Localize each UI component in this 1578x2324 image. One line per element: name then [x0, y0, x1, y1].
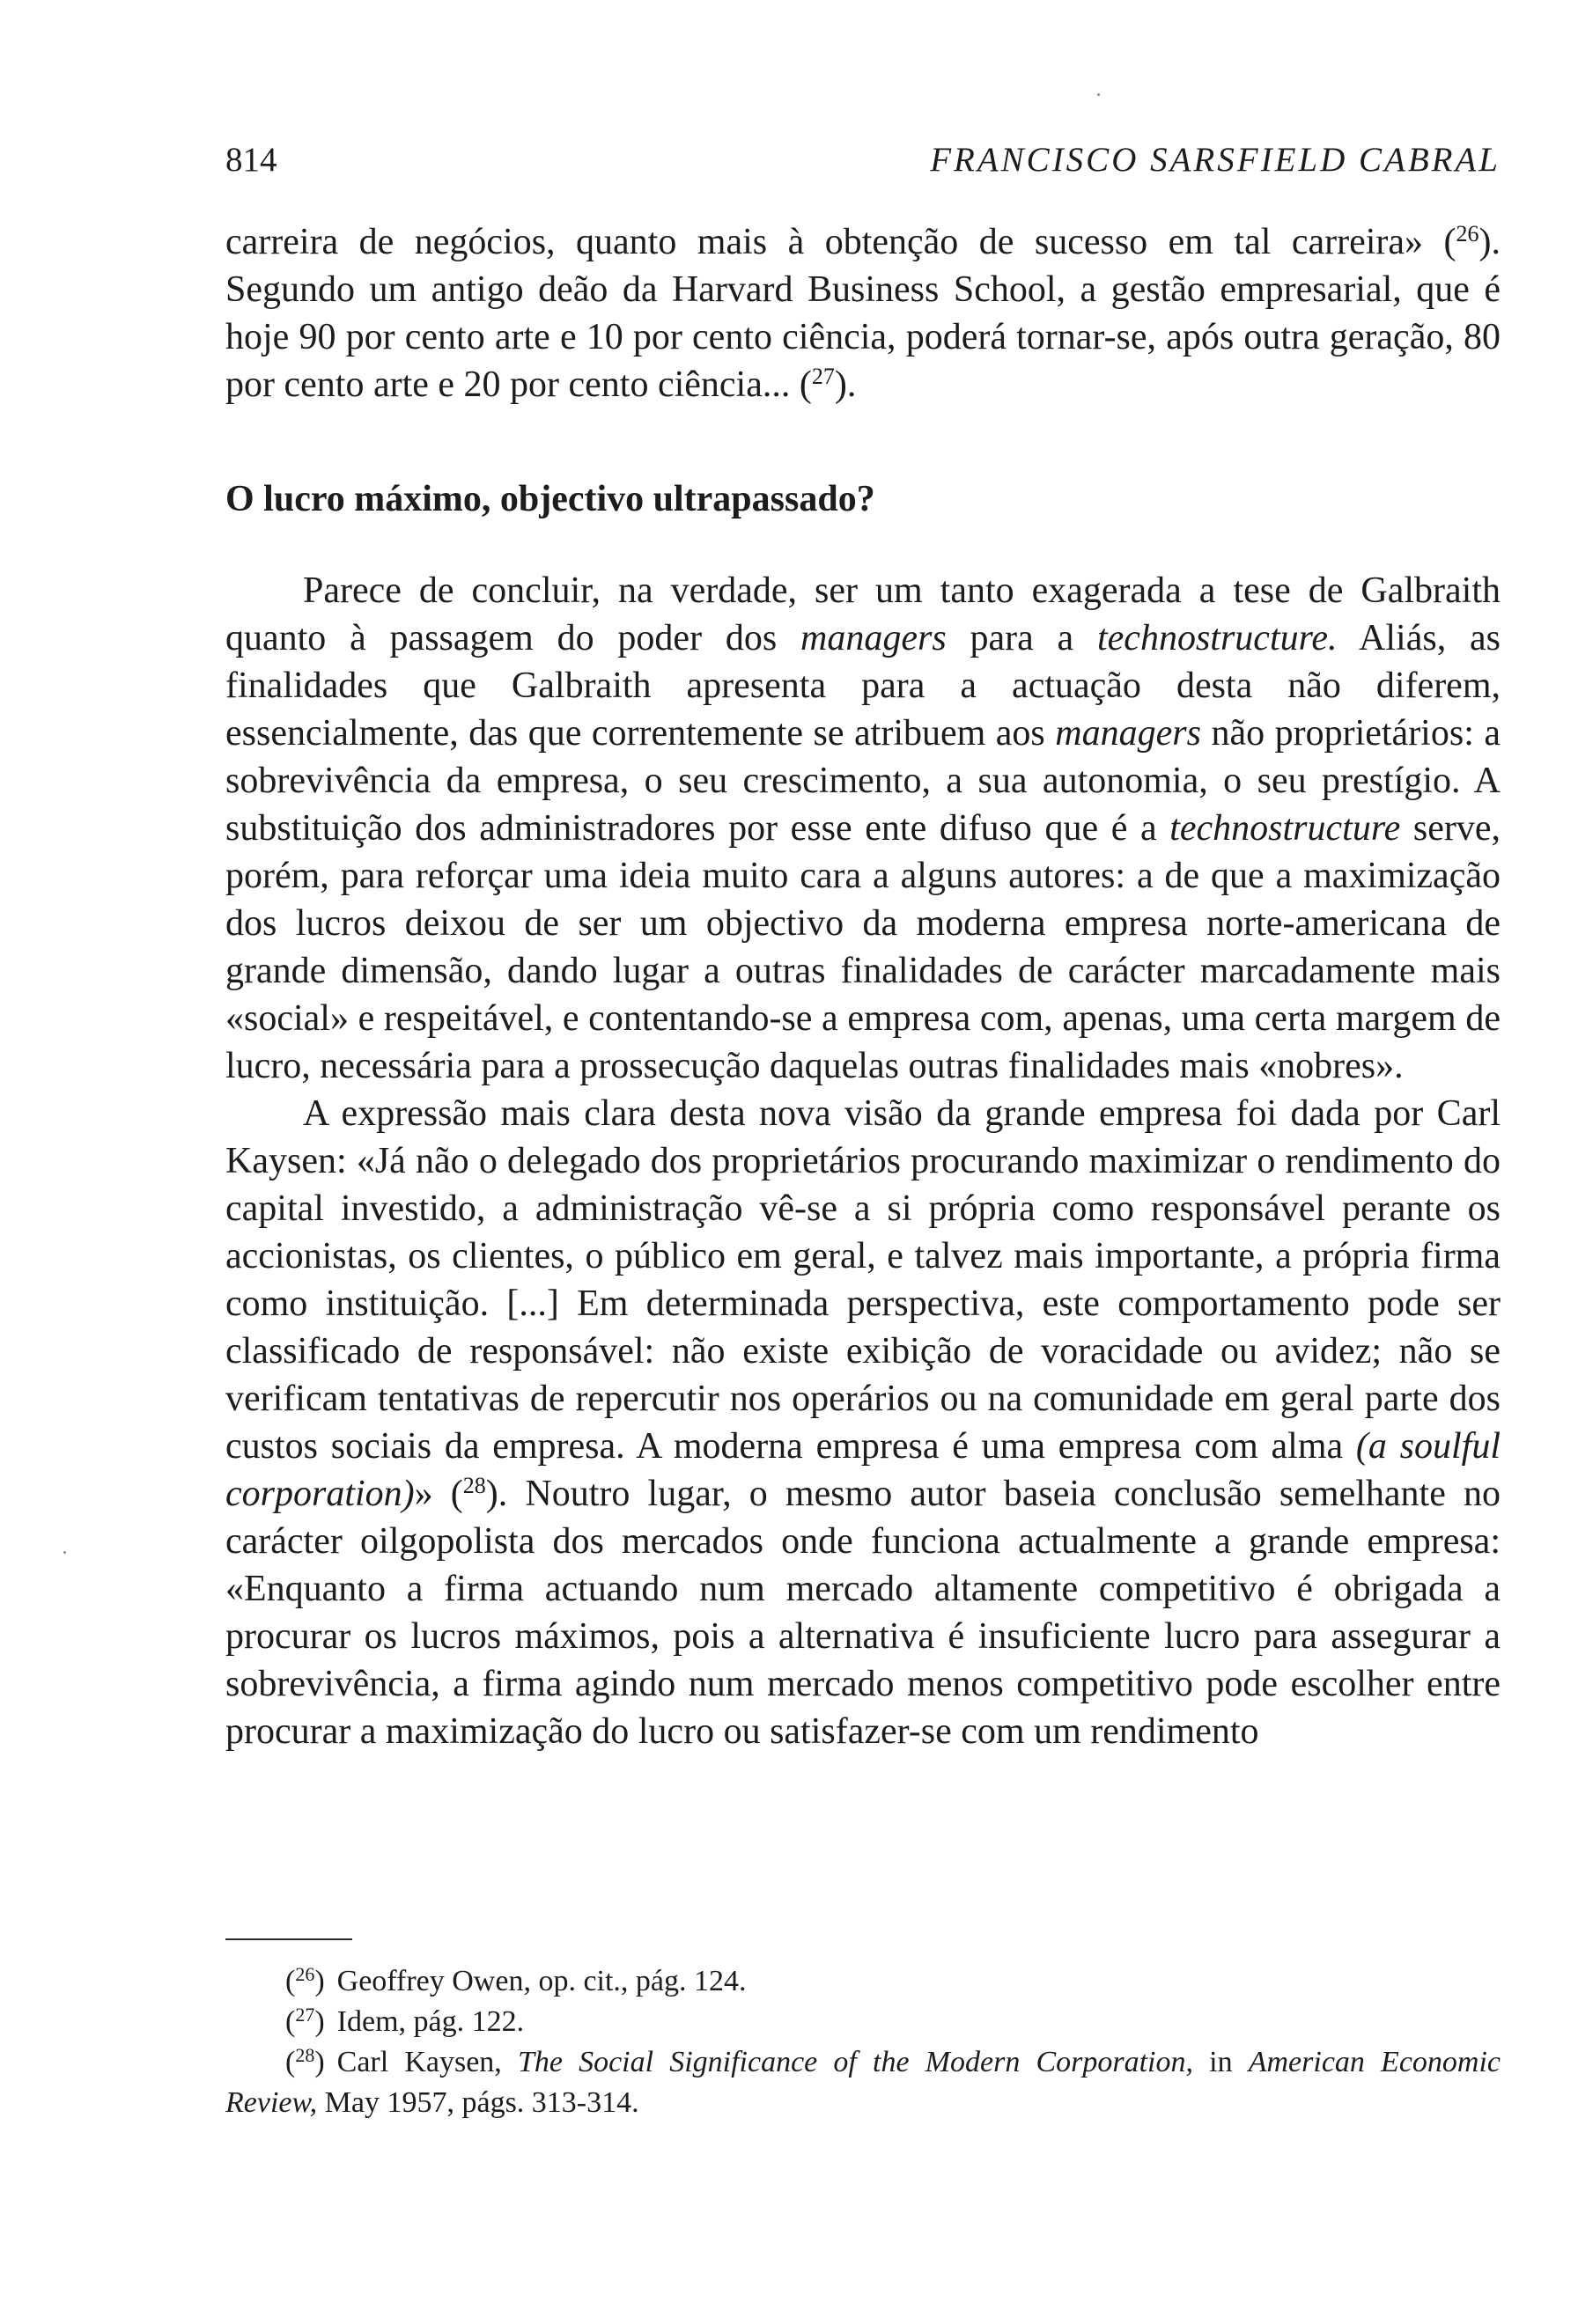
italic-term: technostructure	[1169, 808, 1401, 849]
footnote-marker: ($^{26}$)	[285, 1963, 325, 1997]
paragraph-continued	[225, 218, 1501, 408]
text-run: May 1957, págs. 313-314.	[317, 2086, 639, 2119]
scan-speck	[1097, 93, 1100, 96]
text-run: Carl Kaysen,	[336, 2046, 518, 2078]
paragraph	[225, 1090, 1501, 1755]
italic-term: technostructure.	[1097, 618, 1338, 658]
footnote	[225, 1961, 1501, 2002]
text-run: para a	[946, 618, 1097, 658]
footnote-number: 26	[295, 1963, 315, 1985]
text-run: in	[1193, 2046, 1249, 2078]
running-title: FRANCISCO SARSFIELD CABRAL	[930, 141, 1501, 179]
section-heading: O lucro máximo, objectivo ultrapassado?	[225, 479, 875, 519]
text-run: » (	[414, 1474, 463, 1514]
text-run: ). Segundo um antigo deão da Harvard Business School, a gestão empresarial, que é hoje 90 por cento arte e 10 por cento ciência, poderá tornar-se, após outra geração, 80 por cento arte e 20 por cento ciência... (	[225, 222, 1501, 405]
text-run: não proprietários: a sobrevivência da empresa, o seu crescimento, a sua autonomia, o seu prestígio. A substituição dos administradores por esse ente difuso que é a	[225, 713, 1501, 849]
text-run: ). Noutro lugar, o mesmo autor baseia conclusão semelhante no carácter oilgopolista dos mercados onde funciona actualmente a grande empresa: «Enquanto a firma actuando num mercado altamente competitivo é obrigada a procurar os lucros máximos, pois a alternativa é insuficiente lucro para assegurar a sobrevivência, a firma agindo num mercado menos competitivo pode escolher entre procurar a maximização do lucro ou satisfazer-se com um rendimento	[225, 1474, 1501, 1752]
paragraph	[225, 567, 1501, 1090]
footnote-marker: ($^{28}$)	[285, 2044, 325, 2078]
italic-term: managers	[1055, 713, 1201, 754]
italic-term: managers	[800, 618, 947, 658]
text-run: A expressão mais clara desta nova visão da grande empresa foi dada por Carl Kaysen: «Já não o delegado dos proprietários procurando maximizar o rendimento do capital investido, a administração vê-se a si própria como responsável perante os accionistas, os clientes, o público em geral, e talvez mais importante, a própria firma como instituição. [...] Em determinada perspectiva, este comportamento pode ser classificado de responsável: não existe exibição de voracidade ou avidez; não se verificam tentativas de repercutir nos operários ou na comunidade em geral parte dos custos sociais da empresa. A moderna empresa é uma empresa com alma	[225, 1093, 1501, 1467]
footnote-text: Idem, pág. 122.	[336, 2005, 525, 2038]
footnote-text: Geoffrey Owen, op. cit., pág. 124.	[336, 1965, 747, 1997]
footnote-ref: 27	[811, 364, 835, 389]
page-number: 814	[225, 141, 277, 179]
body-text	[225, 218, 1501, 1755]
italic-title: The Social Significance of the Modern Corporation,	[517, 2046, 1193, 2078]
footnote	[225, 2042, 1501, 2123]
footnote-marker: ($^{27}$)	[285, 2004, 325, 2038]
scan-speck	[63, 1551, 66, 1554]
running-header	[225, 139, 1501, 181]
italic-title: American Economic Review,	[225, 2046, 1501, 2119]
footnote-ref: 26	[1456, 221, 1479, 246]
text-run: Parece de concluir, na verdade, ser um tanto exagerada a tese de Galbraith quanto à passagem do poder dos	[225, 570, 1501, 658]
footnote-rule	[225, 1938, 352, 1940]
footnote-ref: 28	[462, 1473, 486, 1498]
footnote-number: 27	[295, 2004, 315, 2026]
footnote	[225, 2002, 1501, 2042]
text-run: carreira de negócios, quanto mais à obtenção de sucesso em tal carreira» (	[225, 222, 1456, 262]
italic-term: (a soulful corporation)	[225, 1426, 1501, 1514]
text-run: serve, porém, para reforçar uma ideia muito cara a alguns autores: a de que a maximização dos lucros deixou de ser um objectivo da moderna empresa norte-americana de grande dimensão, dando lugar a outras finalidades de carácter marcadamente mais «social» e respeitável, e contentando-se a empresa com, apenas, uma certa margem de lucro, necessária para a prossecução daquelas outras finalidades mais «nobres».	[225, 808, 1501, 1086]
footnotes	[225, 1961, 1501, 2123]
text-run: ).	[834, 364, 857, 405]
text-run: Aliás, as finalidades que Galbraith apresenta para a actuação desta não diferem, essencialmente, das que correntemente se atribuem aos	[225, 618, 1501, 754]
footnote-number: 28	[295, 2044, 315, 2066]
